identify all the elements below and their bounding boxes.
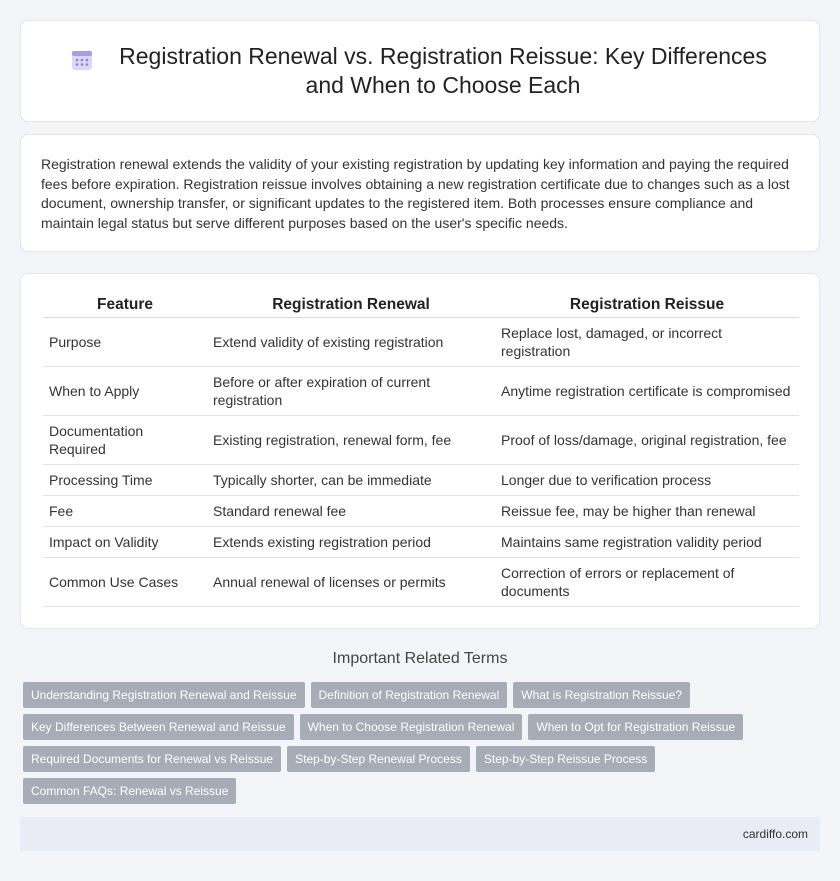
table-row [43, 416, 799, 465]
related-term-tag[interactable]: Required Documents for Renewal vs Reissue [23, 746, 281, 772]
intro-text: Registration renewal extends the validity of your existing registration by updating key information and paying the required fees before expiration. Registration reissue involves obtaining a new registration certificate due to changes such as a lost document, ownership transfer, or significant updates to the registered item. Both processes ensure compliance and maintain legal status but serve different purposes based on the user's specific needs. [41, 156, 790, 231]
related-terms-list [23, 682, 813, 810]
related-term-tag[interactable]: When to Opt for Registration Reissue [528, 714, 743, 740]
table-cell: Common Use Cases [43, 558, 207, 607]
title-card [20, 20, 820, 122]
table-row [43, 367, 799, 416]
table-cell: Reissue fee, may be higher than renewal [495, 496, 799, 527]
table-header-row [43, 296, 799, 318]
related-terms-heading: Important Related Terms [332, 650, 508, 667]
table-cell: Correction of errors or replacement of documents [495, 558, 799, 607]
table-row [43, 558, 799, 607]
table-cell: Longer due to verification process [495, 465, 799, 496]
table-cell: Standard renewal fee [207, 496, 495, 527]
table-cell: Maintains same registration validity period [495, 527, 799, 558]
related-term-tag[interactable]: Understanding Registration Renewal and Reissue [23, 682, 305, 708]
table-row [43, 496, 799, 527]
column-header: Registration Renewal [207, 296, 495, 318]
table-cell: Before or after expiration of current registration [207, 367, 495, 416]
table-cell: Extends existing registration period [207, 527, 495, 558]
column-header: Feature [43, 296, 207, 318]
table-cell: Proof of loss/damage, original registration, fee [495, 416, 799, 465]
table-cell: Anytime registration certificate is compromised [495, 367, 799, 416]
related-term-tag[interactable]: When to Choose Registration Renewal [300, 714, 523, 740]
table-cell: Documentation Required [43, 416, 207, 465]
related-term-tag[interactable]: Step-by-Step Reissue Process [476, 746, 655, 772]
table-row [43, 527, 799, 558]
table-cell: Impact on Validity [43, 527, 207, 558]
calendar-icon [70, 48, 94, 72]
table-row [43, 318, 799, 367]
related-term-tag[interactable]: What is Registration Reissue? [513, 682, 690, 708]
intro-card [20, 134, 820, 252]
site-link[interactable]: cardiffo.com [742, 827, 808, 841]
table-cell: Typically shorter, can be immediate [207, 465, 495, 496]
related-term-tag[interactable]: Step-by-Step Renewal Process [287, 746, 470, 772]
table-cell: Processing Time [43, 465, 207, 496]
table-cell: When to Apply [43, 367, 207, 416]
table-cell: Extend validity of existing registration [207, 318, 495, 367]
table-cell: Purpose [43, 318, 207, 367]
related-term-tag[interactable]: Key Differences Between Renewal and Reissue [23, 714, 294, 740]
related-term-tag[interactable]: Common FAQs: Renewal vs Reissue [23, 778, 236, 804]
related-term-tag[interactable]: Definition of Registration Renewal [311, 682, 508, 708]
table-cell: Annual renewal of licenses or permits [207, 558, 495, 607]
column-header: Registration Reissue [495, 296, 799, 318]
table-cell: Existing registration, renewal form, fee [207, 416, 495, 465]
footer [20, 817, 820, 851]
table-cell: Fee [43, 496, 207, 527]
page-title: Registration Renewal vs. Registration Reissue: Key Differences and When to Choose Each [119, 43, 767, 98]
comparison-table [43, 296, 799, 607]
table-row [43, 465, 799, 496]
table-cell: Replace lost, damaged, or incorrect registration [495, 318, 799, 367]
comparison-table-card [20, 273, 820, 629]
